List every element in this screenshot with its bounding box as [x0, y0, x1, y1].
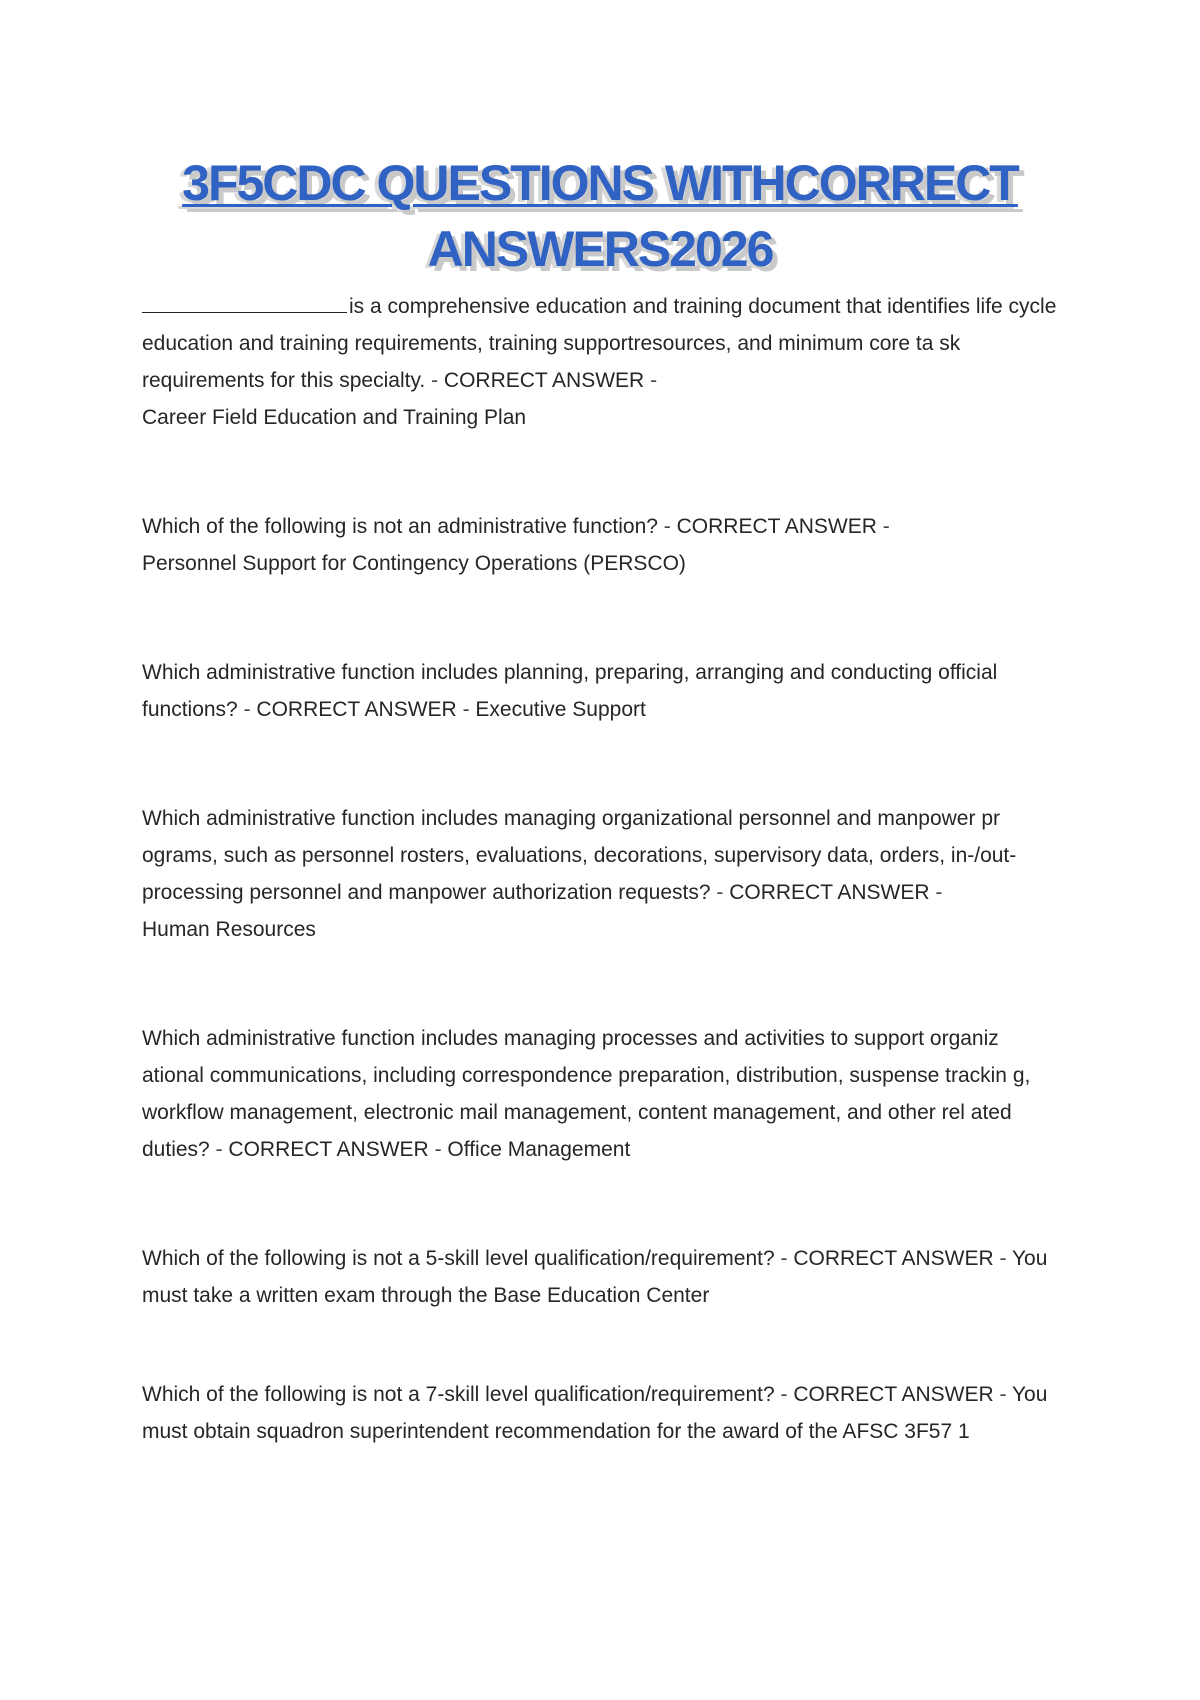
qa-list [142, 288, 1062, 1520]
answer-label: CORRECT ANSWER [729, 881, 930, 904]
question-text: Which of the following is not a 7-skill level qualification/requirement? - CORRECT ANSWER - You must obtain squadron superintendent recommendation for the award of the AFSC 3F57 1 [142, 1383, 1048, 1443]
question-text: Which administrative function includes managing processes and activities to support organiz ational communications, including correspondence preparation, distribution, suspense trackin g, workflow management, electronic mail management, content management, and other rel ated duties? - CORRECT ANSWER - Office Management [142, 1027, 1031, 1161]
qa-item [142, 508, 1062, 582]
answer-label: CORRECT ANSWER [793, 1383, 994, 1406]
answer-label: CORRECT ANSWER [228, 1138, 429, 1161]
document-title [100, 150, 1100, 282]
answer-text: Personnel Support for Contingency Operations (PERSCO) [142, 552, 686, 575]
answer-text: Office Management [447, 1138, 631, 1161]
qa-item [142, 1376, 1062, 1450]
qa-item [142, 800, 1062, 948]
answer-text: Career Field Education and Training Plan [142, 406, 527, 429]
title-line-2: ANSWERS2026 [427, 221, 773, 277]
answer-label: CORRECT ANSWER [256, 698, 457, 721]
qa-item [142, 654, 1062, 728]
question-text: Which of the following is not a 5-skill level qualification/requirement? - CORRECT ANSWER - You must take a written exam through the Base Education Center [142, 1247, 1048, 1307]
title-line-1: 3F5CDC QUESTIONS WITHCORRECT [182, 155, 1018, 211]
answer-text: Executive Support [475, 698, 646, 721]
answer-label: CORRECT ANSWER [443, 369, 645, 392]
answer-text: Human Resources [142, 918, 316, 941]
answer-text: You must obtain squadron superintendent recommendation for the award of the AFSC 3F57 1 [142, 1383, 1048, 1443]
answer-label: CORRECT ANSWER [793, 1247, 994, 1270]
answer-text: You must take a written exam through the Base Education Center [142, 1247, 1048, 1307]
question-text: Which administrative function includes planning, preparing, arranging and conducting official functions? - CORRECT ANSWER - Executive Support [142, 661, 998, 721]
answer-label: CORRECT ANSWER [676, 515, 877, 538]
qa-item [142, 1020, 1062, 1168]
question-text: Which of the following is not an administrative function? - CORRECT ANSWER - [142, 515, 890, 538]
question-text: Which administrative function includes managing organizational personnel and manpower pr ograms, such as personnel rosters, evaluations, decorations, supervisory data, orders, in-/out-processing personnel and manpower authorization requests? - CORRECT ANSWER - [142, 807, 1017, 904]
qa-item [142, 1240, 1062, 1314]
fill-in-blank [142, 290, 347, 313]
question-text: is a comprehensive education and training document that identifies life cycle education and training requirements, training supportresources, and minimum core ta sk requirements for this specialty. - CORRECT ANSWER - [142, 288, 1062, 399]
qa-item [142, 288, 1062, 436]
